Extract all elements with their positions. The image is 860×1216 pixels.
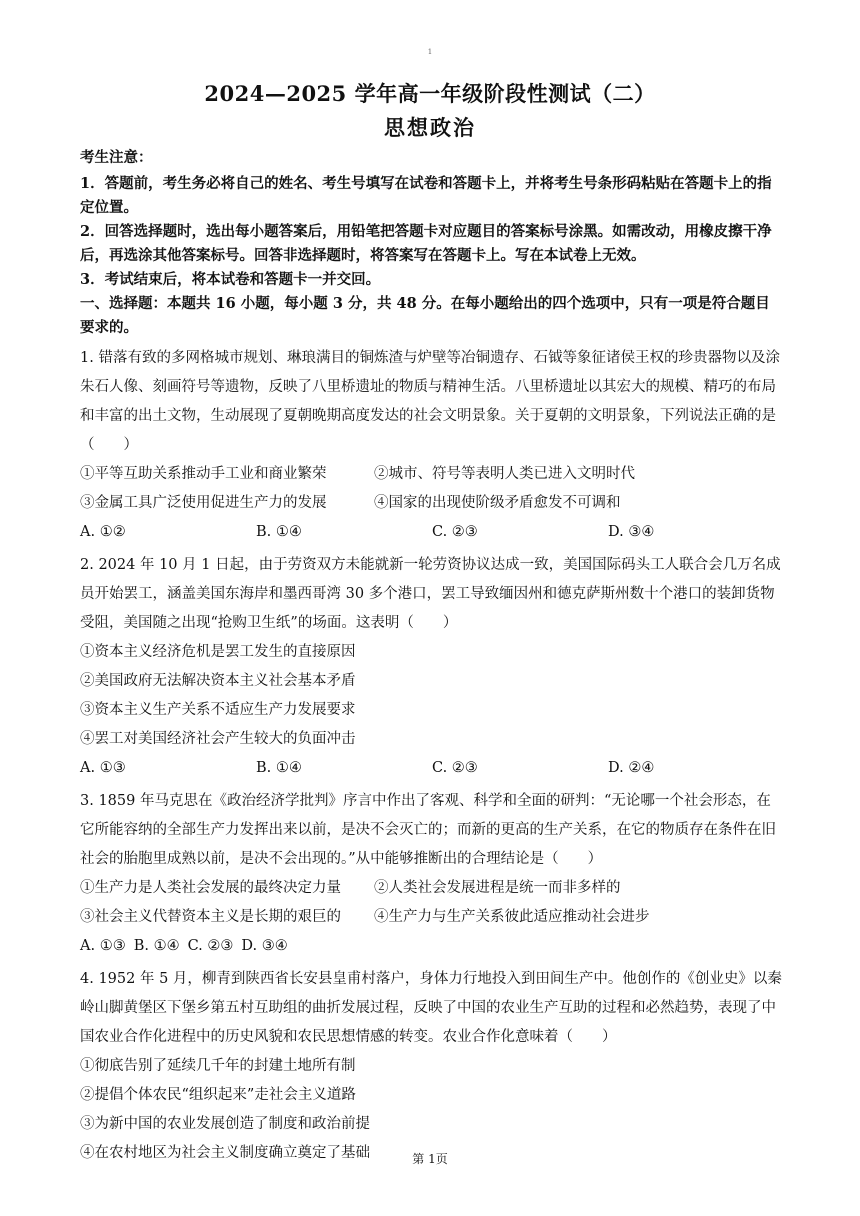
question-stem: 2. 2024 年 10 月 1 日起，由于劳资双方未能就新一轮劳资协议达成一致，美国国际码头工人联合会几万名成员开始罢工，涵盖美国东海岸和墨西哥湾 30 多个港口，罢工导致缅因州和德克萨斯州数十个港口的装卸货物受阻，美国随之出现“抢购卫生纸”的场面。这表明（ ）: [80, 557, 781, 631]
choice-a: A. ①②: [80, 524, 126, 540]
statement: ④生产力与生产关系彼此适应推动社会进步: [374, 909, 650, 925]
choice-d: D. ③④: [241, 938, 288, 954]
statement: ②提倡个体农民“组织起来”走社会主义道路: [80, 1087, 356, 1103]
choices: [80, 518, 784, 547]
choices: [80, 932, 784, 961]
statement: ④国家的出现使阶级矛盾愈发不可调和: [374, 495, 621, 511]
section-heading: 一、选择题：本题共 16 小题，每小题 3 分，共 48 分。在每小题给出的四个选项中，只有一项是符合题目要求的。: [80, 295, 770, 336]
statement: ④在农村地区为社会主义制度确立奠定了基础: [80, 1145, 370, 1161]
statement: ①生产力是人类社会发展的最终决定力量: [80, 880, 341, 896]
statement: ①平等互助关系推动手工业和商业繁荣: [80, 466, 327, 482]
statement: ③金属工具广泛使用促进生产力的发展: [80, 495, 327, 511]
exam-content: [80, 146, 784, 1168]
question-2: [80, 551, 784, 783]
statement: ②人类社会发展进程是统一而非多样的: [374, 880, 621, 896]
choice-c: C. ②③: [432, 760, 478, 776]
choices: [80, 754, 784, 783]
statement: ③社会主义代替资本主义是长期的艰巨的: [80, 909, 341, 925]
choice-c: C. ②③: [432, 524, 478, 540]
notes-heading: 考生注意：: [80, 149, 153, 166]
exam-subject: 思想政治: [384, 115, 476, 140]
choice-a: A. ①③: [80, 938, 126, 954]
question-1: [80, 344, 784, 547]
choice-d: D. ③④: [608, 524, 655, 540]
choice-b: B. ①④: [256, 760, 302, 776]
choice-b: B. ①④: [133, 938, 180, 954]
top-mark: 1: [427, 48, 433, 56]
statement: ①彻底告别了延续几千年的封建土地所有制: [80, 1058, 356, 1074]
statement: ④罢工对美国经济社会产生较大的负面冲击: [80, 731, 356, 747]
question-4: [80, 965, 784, 1168]
question-stem: 4. 1952 年 5 月，柳青到陕西省长安县皇甫村落户，身体力行地投入到田间生产中。他创作的《创业史》以秦岭山脚黄堡区下堡乡第五村互助组的曲折发展过程，反映了中国的农业生产互助的过程和必然趋势，表现了中国农业合作化进程中的历史风貌和农民思想情感的转变。农业合作化意味着（ ）: [80, 971, 782, 1045]
statement: ③为新中国的农业发展创造了制度和政治前提: [80, 1116, 370, 1132]
note-item: 2．回答选择题时，选出每小题答案后，用铅笔把答题卡对应题目的答案标号涂黑。如需改动，用橡皮擦干净后，再选涂其他答案标号。回答非选择题时，将答案写在答题卡上。写在本试卷上无效。: [80, 223, 772, 264]
choice-d: D. ②④: [608, 760, 655, 776]
statement: ②美国政府无法解决资本主义社会基本矛盾: [80, 673, 356, 689]
question-stem: 3. 1859 年马克思在《政治经济学批判》序言中作出了客观、科学和全面的研判：“无论哪一个社会形态，在它所能容纳的全部生产力发挥出来以前，是决不会灭亡的；而新的更高的生产关系，在它的物质存在条件在旧社会的胎胞里成熟以前，是决不会出现的。”从中能够推断出的合理结论是（ ）: [80, 793, 776, 867]
question-stem: 1. 错落有致的多网格城市规划、琳琅满目的铜炼渣与炉壁等冶铜遗存、石钺等象征诸侯王权的珍贵器物以及涂朱石人像、刻画符号等遗物，反映了八里桥遗址的物质与精神生活。八里桥遗址以其宏大的规模、精巧的布局和丰富的出土文物，生动展现了夏朝晚期高度发达的社会文明景象。关于夏朝的文明景象，下列说法正确的是（ ）: [80, 350, 780, 453]
question-3: [80, 787, 784, 961]
note-item: 3．考试结束后，将本试卷和答题卡一并交回。: [80, 271, 381, 288]
statement: ①资本主义经济危机是罢工发生的直接原因: [80, 644, 356, 660]
exam-title: 2024—2025 学年高一年级阶段性测试（二）: [204, 81, 656, 106]
choice-a: A. ①③: [80, 760, 126, 776]
note-item: 1．答题前，考生务必将自己的姓名、考生号填写在试卷和答题卡上，并将考生号条形码粘贴在答题卡上的指定位置。: [80, 175, 772, 216]
choice-c: C. ②③: [187, 938, 234, 954]
statement: ③资本主义生产关系不适应生产力发展要求: [80, 702, 356, 718]
choice-b: B. ①④: [256, 524, 302, 540]
statement: ②城市、符号等表明人类已进入文明时代: [374, 466, 635, 482]
page-number: 第 1页: [412, 1152, 448, 1166]
